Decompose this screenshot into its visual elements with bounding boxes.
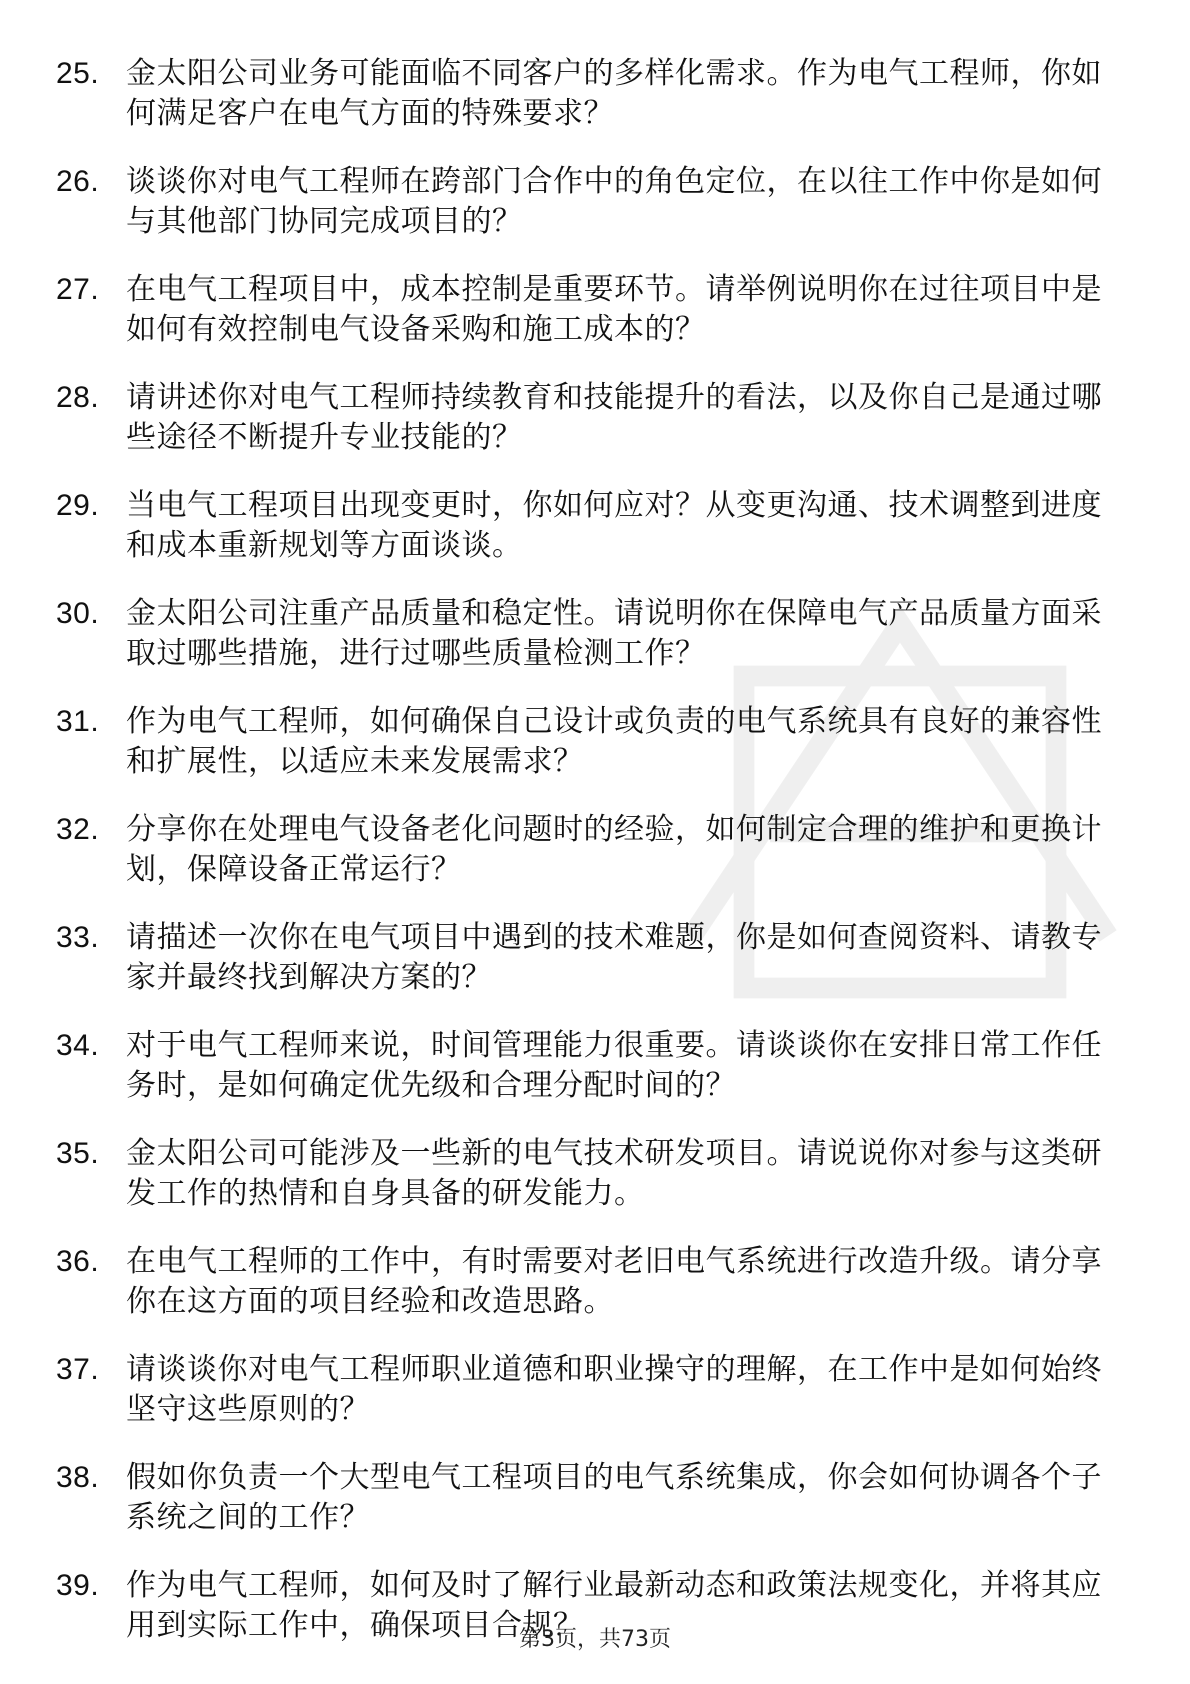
question-item [56,378,1126,458]
question-number: 39. [56,1569,100,1602]
question-item [56,1134,1126,1214]
question-text: 请描述一次你在电气项目中遇到的技术难题，你是如何查阅资料、请教专家并最终找到解决方案的？ [126,920,1102,995]
question-item [56,594,1126,674]
question-number: 32. [56,813,100,846]
question-number: 38. [56,1461,100,1494]
question-text: 当电气工程项目出现变更时，你如何应对？从变更沟通、技术调整到进度和成本重新规划等方面谈谈。 [126,488,1102,563]
question-text: 作为电气工程师，如何确保自己设计或负责的电气系统具有良好的兼容性和扩展性，以适应未来发展需求？ [126,704,1102,779]
question-list [56,54,1126,1674]
question-number: 28. [56,381,100,414]
question-text: 作为电气工程师，如何及时了解行业最新动态和政策法规变化，并将其应用到实际工作中，确保项目合规？ [126,1568,1102,1643]
question-text: 请讲述你对电气工程师持续教育和技能提升的看法，以及你自己是通过哪些途径不断提升专业技能的？ [126,380,1102,455]
question-number: 26. [56,165,100,198]
question-text: 金太阳公司可能涉及一些新的电气技术研发项目。请说说你对参与这类研发工作的热情和自身具备的研发能力。 [126,1136,1102,1211]
question-text: 金太阳公司注重产品质量和稳定性。请说明你在保障电气产品质量方面采取过哪些措施，进行过哪些质量检测工作？ [126,596,1102,671]
question-item [56,702,1126,782]
question-text: 分享你在处理电气设备老化问题时的经验，如何制定合理的维护和更换计划，保障设备正常运行？ [126,812,1102,887]
question-number: 31. [56,705,100,738]
question-item [56,162,1126,242]
page-footer: 第3页，共73页 [519,1627,671,1652]
question-number: 33. [56,921,100,954]
question-text: 假如你负责一个大型电气工程项目的电气系统集成，你会如何协调各个子系统之间的工作？ [126,1460,1102,1535]
question-item [56,918,1126,998]
question-text: 金太阳公司业务可能面临不同客户的多样化需求。作为电气工程师，你如何满足客户在电气方面的特殊要求？ [126,56,1102,131]
question-item [56,1242,1126,1322]
question-number: 27. [56,273,100,306]
question-number: 29. [56,489,100,522]
question-item [56,810,1126,890]
question-item [56,270,1126,350]
question-item [56,1026,1126,1106]
question-number: 34. [56,1029,100,1062]
question-item [56,1458,1126,1538]
question-item [56,486,1126,566]
question-text: 在电气工程师的工作中，有时需要对老旧电气系统进行改造升级。请分享你在这方面的项目经验和改造思路。 [126,1244,1102,1319]
question-number: 36. [56,1245,100,1278]
question-number: 25. [56,57,100,90]
question-item [56,1350,1126,1430]
question-number: 30. [56,597,100,630]
question-number: 37. [56,1353,100,1386]
question-item [56,54,1126,134]
question-text: 请谈谈你对电气工程师职业道德和职业操守的理解，在工作中是如何始终坚守这些原则的？ [126,1352,1102,1427]
question-number: 35. [56,1137,100,1170]
question-text: 谈谈你对电气工程师在跨部门合作中的角色定位，在以往工作中你是如何与其他部门协同完成项目的？ [126,164,1102,239]
question-text: 在电气工程项目中，成本控制是重要环节。请举例说明你在过往项目中是如何有效控制电气设备采购和施工成本的？ [126,272,1102,347]
question-text: 对于电气工程师来说，时间管理能力很重要。请谈谈你在安排日常工作任务时，是如何确定优先级和合理分配时间的？ [126,1028,1102,1103]
